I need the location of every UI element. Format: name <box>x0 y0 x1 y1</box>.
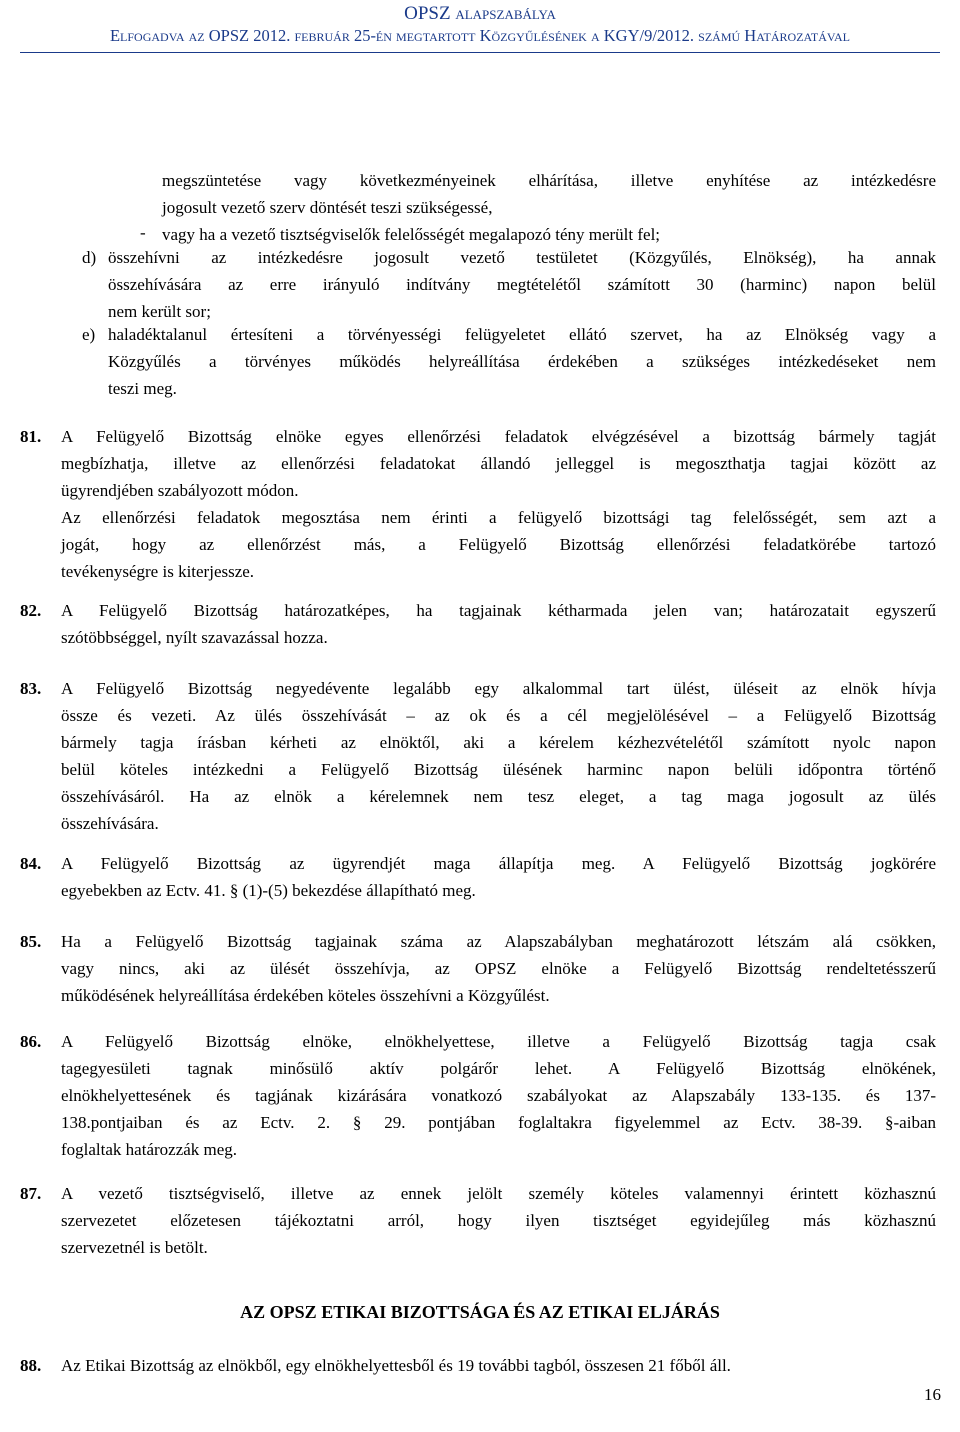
item-e-label: e) <box>82 325 96 344</box>
text-line: szervezetnél is betölt. <box>61 1238 208 1257</box>
text-line: teszi meg. <box>108 379 177 398</box>
paragraph-81 <box>61 423 936 585</box>
text-line: összehívására. <box>61 814 159 833</box>
text-line: bármely tagja írásban kérheti az elnöktől, aki a kérelem kézhezvételétől számított nyolc napon <box>61 733 936 752</box>
paragraph-86 <box>61 1028 936 1163</box>
paragraph-number: 86. <box>20 1032 42 1051</box>
text-line: szervezetet előzetesen tájékoztatni arról, hogy ilyen tisztséget egyidejűleg más közhasznú <box>61 1211 936 1230</box>
paragraph-88: Az Etikai Bizottság az elnökből, egy elnökhelyettesből és 19 további tagból, összesen 21 főből áll. <box>61 1356 731 1375</box>
text-line: működésének helyreállítása érdekében köteles összehívni a Közgyűlést. <box>61 986 550 1005</box>
text-line: Az ellenőrzési feladatok megosztása nem érinti a felügyelő bizottsági tag felelősségét, sem azt a <box>61 508 936 527</box>
text-line: elnökhelyettesének és tagjának kizárására vonatkozó szabályokat az Alapszabály 133-135. és 137- <box>61 1086 936 1105</box>
item-d-text <box>108 244 936 325</box>
text-line: foglaltak határozzák meg. <box>61 1140 238 1159</box>
paragraph-number: 83. <box>20 679 42 698</box>
text-line: egyebekben az Ectv. 41. § (1)-(5) bekezdése állapítható meg. <box>61 881 476 900</box>
text-line: Ha a Felügyelő Bizottság tagjainak száma az Alapszabályban meghatározott létszám alá csökken, <box>61 932 936 951</box>
text-line: A Felügyelő Bizottság elnöke, elnökhelyettese, illetve a Felügyelő Bizottság tagja csak <box>61 1032 936 1051</box>
item-d-label: d) <box>82 248 97 267</box>
text-line: 138.pontjaiban és az Ectv. 2. § 29. pontjában foglaltakra figyelemmel az Ectv. 38-39. §-aiban <box>61 1113 936 1132</box>
text-line: összehívni az intézkedésre jogosult vezető testületet (Közgyűlés, Elnökség), ha annak <box>108 248 936 267</box>
paragraph-85 <box>61 928 936 1009</box>
paragraph-87 <box>61 1180 936 1261</box>
text-line: A Felügyelő Bizottság az ügyrendjét maga állapítja meg. A Felügyelő Bizottság jogkörére <box>61 854 936 873</box>
paragraph-number: 84. <box>20 854 42 873</box>
paragraph-83 <box>61 675 936 837</box>
dash-marker: - <box>140 223 146 242</box>
text-line: A vezető tisztségviselő, illetve az ennek jelölt személy köteles valamennyi érintett közhasznú <box>61 1184 936 1203</box>
paragraph-84 <box>61 850 936 904</box>
dash-item-text: vagy ha a vezető tisztségviselők felelősségét megalapozó tény merült fel; <box>162 225 661 244</box>
text-line: tevékenységre is kiterjessze. <box>61 562 255 581</box>
text-line: megbízhatja, illetve az ellenőrzési feladatokat állandó jelleggel is megoszthatja tagjai között az <box>61 454 936 473</box>
text-line: ügyrendjében szabályozott módon. <box>61 481 299 500</box>
text-line: jogát, hogy az ellenőrzést más, a Felügyelő Bizottság ellenőrzési feladatkörébe tartozó <box>61 535 936 554</box>
header-rule <box>20 52 940 53</box>
text-line: A Felügyelő Bizottság határozatképes, ha tagjainak kétharmada jelen van; határozatait egyszerű <box>61 601 936 620</box>
text-line: jogosult vezető szerv döntését teszi szükségessé, <box>162 198 493 217</box>
text-line: összehívására az erre irányuló indítvány megtételétől számított 30 (harminc) napon belül <box>108 275 936 294</box>
text-line: haladéktalanul értesíteni a törvényességi felügyeletet ellátó szervet, ha az Elnökség vagy a <box>108 325 936 344</box>
continuation-text <box>162 167 936 221</box>
text-line: A Felügyelő Bizottság negyedévente legalább egy alkalommal tart ülést, üléseit az elnök hívja <box>61 679 936 698</box>
text-line: belül köteles intézkedni a Felügyelő Bizottság ülésének harminc napon belüli időpontra történő <box>61 760 936 779</box>
text-line: Közgyűlés a törvényes működés helyreállítása érdekében a szükséges intézkedéseket nem <box>108 352 936 371</box>
paragraph-number: 81. <box>20 427 42 446</box>
paragraph-82 <box>61 597 936 651</box>
paragraph-number: 85. <box>20 932 42 951</box>
header-subtitle: Elfogadva az OPSZ 2012. február 25-én megtartott Közgyűlésének a KGY/9/2012. számú Határozatával <box>109 26 851 45</box>
text-line: A Felügyelő Bizottság elnöke egyes ellenőrzési feladatok elvégzésével a bizottság bármely tagját <box>61 427 936 446</box>
text-line: tagegyesületi tagnak minősülő aktív polgárőr lehet. A Felügyelő Bizottság elnökének, <box>61 1059 936 1078</box>
paragraph-number: 87. <box>20 1184 42 1203</box>
section-heading: AZ OPSZ ETIKAI BIZOTTSÁGA ÉS AZ ETIKAI ELJÁRÁS <box>240 1302 720 1322</box>
page-number: 16 <box>924 1385 941 1404</box>
text-line: összehívásáról. Ha az elnök a kérelemnek nem tesz eleget, a tag maga jogosult az ülés <box>61 787 936 806</box>
text-line: vagy nincs, aki az ülését összehívja, az OPSZ elnöke a Felügyelő Bizottság rendeltetésszerű <box>61 959 936 978</box>
header-title: OPSZ alapszabálya <box>404 3 556 24</box>
text-line: össze és vezeti. Az ülés összehívását – az ok és a cél megjelölésével – a Felügyelő Bizottság <box>61 706 936 725</box>
text-line: megszüntetése vagy következményeinek elhárítása, illetve enyhítése az intézkedésre <box>162 171 936 190</box>
item-e-text <box>108 321 936 402</box>
text-line: nem került sor; <box>108 302 211 321</box>
paragraph-number: 82. <box>20 601 42 620</box>
text-line: szótöbbséggel, nyílt szavazással hozza. <box>61 628 328 647</box>
paragraph-number: 88. <box>20 1356 42 1375</box>
